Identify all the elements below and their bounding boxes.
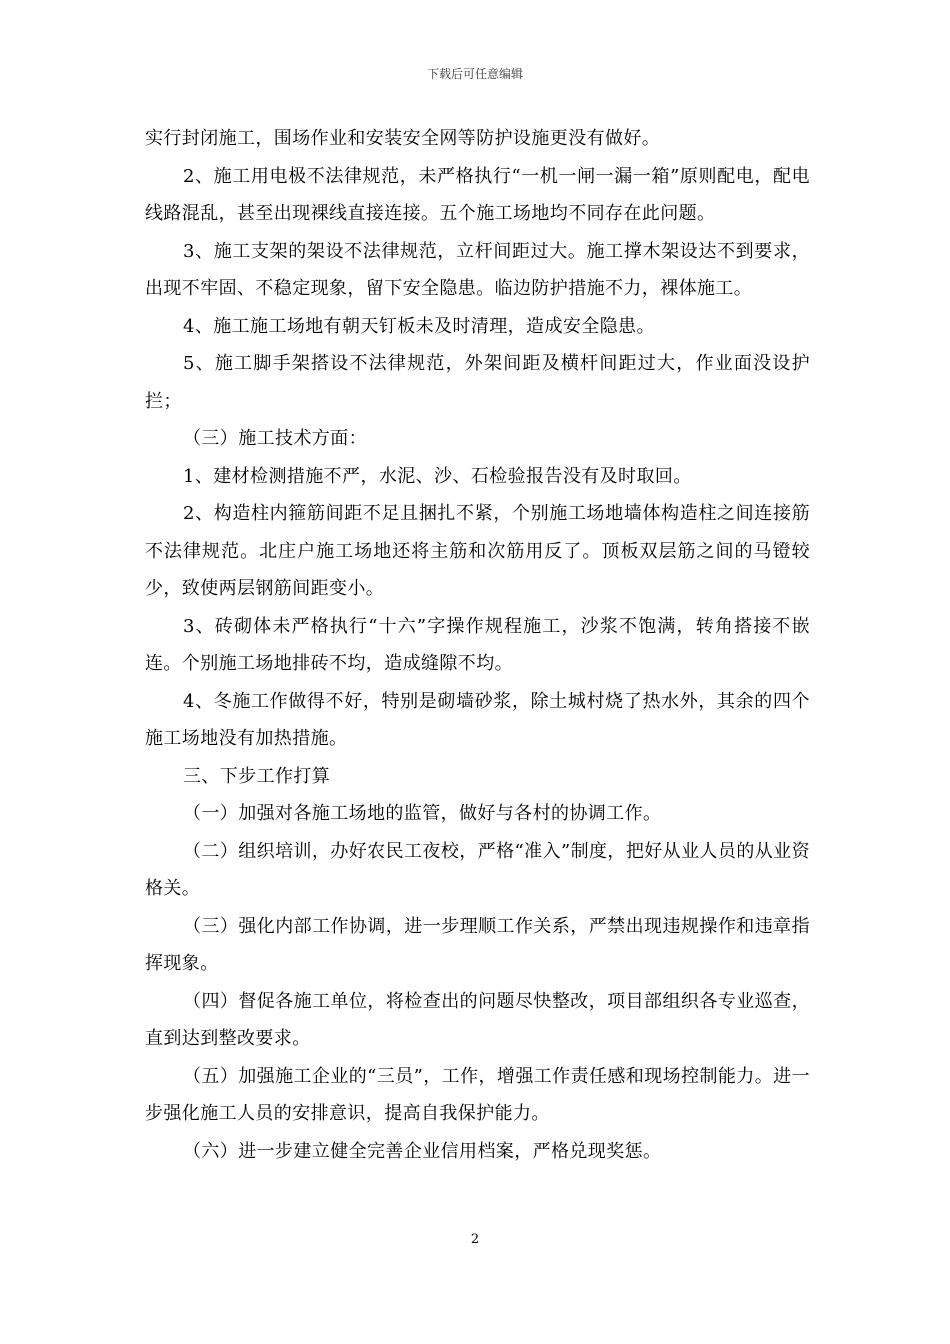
paragraph: 实行封闭施工，围场作业和安装安全网等防护设施更没有做好。 (145, 128, 661, 149)
paragraph: （一）加强对各施工场地的监管，做好与各村的协调工作。 (183, 803, 662, 824)
paragraph: 2、施工用电极不法律规范，未严格执行“一机一闸一漏一箱”原则配电，配电线路混乱，甚至出现裸线直接连接。五个施工场地均不同存在此问题。 (145, 165, 810, 224)
page-number: 2 (470, 1232, 480, 1247)
paragraph: 2、构造柱内箍筋间距不足且捆扎不紧，个别施工场地墙体构造柱之间连接筋不法律规范。北庄户施工场地还将主筋和次筋用反了。顶板双层筋之间的马镫较少，致使两层钢筋间距变小。 (145, 503, 810, 599)
paragraph: （二）组织培训，办好农民工夜校，严格“准入”制度，把好从业人员的从业资格关。 (145, 840, 810, 899)
document-body (145, 120, 810, 1170)
section-heading: （三）施工技术方面： (183, 428, 367, 449)
section-heading: 三、下步工作打算 (183, 765, 331, 787)
paragraph: （六）进一步建立健全完善企业信用档案，严格兑现奖惩。 (183, 1140, 662, 1162)
paragraph: （四）督促各施工单位，将检查出的问题尽快整改，项目部组织各专业巡查，直到达到整改要求。 (145, 990, 810, 1049)
paragraph: 1、建材检测措施不严，水泥、沙、石检验报告没有及时取回。 (183, 465, 692, 487)
page-header: 下载后可任意编辑 (426, 67, 523, 81)
paragraph: 3、施工支架的架设不法律规范，立杆间距过大。施工撑木架设达不到要求，出现不牢固、不稳定现象，留下安全隐患。临边防护措施不力，裸体施工。 (145, 240, 810, 299)
paragraph: 3、砖砌体未严格执行“十六”字操作规程施工，沙浆不饱满，转角搭接不嵌连。个别施工场地排砖不均，造成缝隙不均。 (145, 615, 810, 674)
paragraph: （五）加强施工企业的“三员”，工作，增强工作责任感和现场控制能力。进一步强化施工人员的安排意识，提高自我保护能力。 (145, 1065, 810, 1124)
paragraph: 4、冬施工作做得不好，特别是砌墙砂浆，除土城村烧了热水外，其余的四个施工场地没有加热措施。 (145, 690, 810, 749)
paragraph: 5、施工脚手架搭设不法律规范，外架间距及横杆间距过大，作业面没设护拦； (145, 353, 810, 412)
paragraph: 4、施工施工场地有朝天钉板未及时清理，造成安全隐患。 (183, 315, 655, 337)
paragraph: （三）强化内部工作协调，进一步理顺工作关系，严禁出现违规操作和违章指挥现象。 (145, 915, 810, 974)
